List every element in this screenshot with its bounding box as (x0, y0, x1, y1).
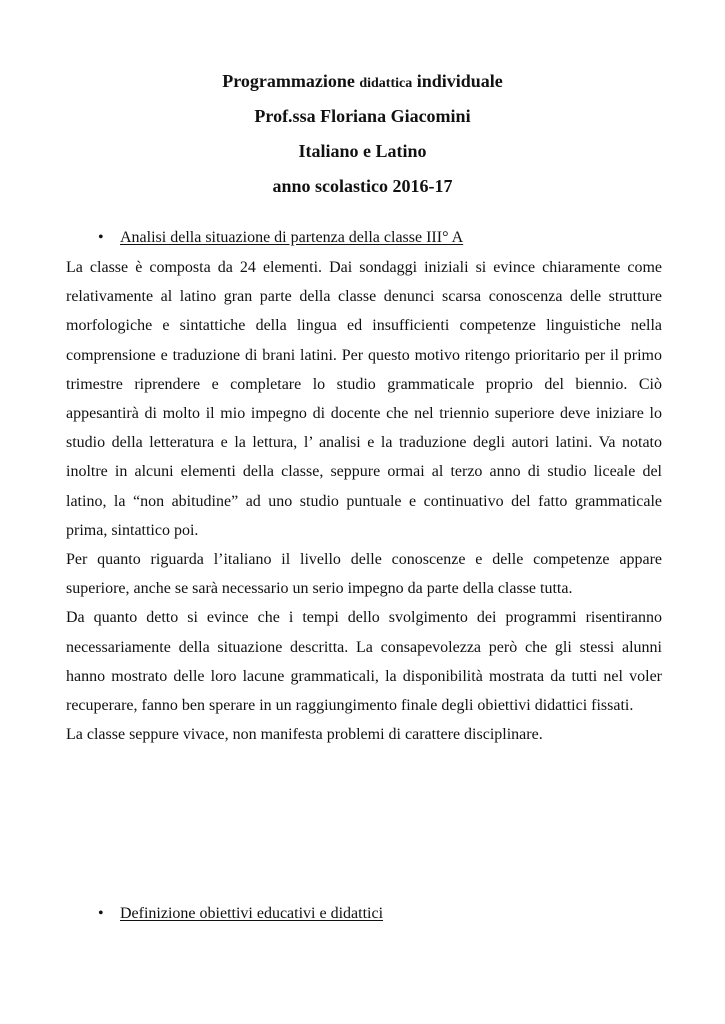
paragraph: Da quanto detto si evince che i tempi dello svolgimento dei programmi risentiranno necessariamente della situazione descritta. La consapevolezza però che gli stessi alunni hanno mostrato delle loro lacune grammaticali, la disponibilità mostrata da tutti nel voler recuperare, fanno ben sperare in un raggiungimento finale degli obiettivi didattici fissati. (66, 609, 662, 715)
title-small: didattica (359, 76, 413, 91)
section-heading-analysis (98, 228, 463, 248)
title-part1: Programmazione (222, 71, 355, 91)
section-heading-objectives (98, 904, 383, 924)
section-heading-text: Definizione obiettivi educativi e didattici (120, 905, 384, 922)
bullet-icon: • (98, 905, 104, 922)
paragraph: La classe seppure vivace, non manifesta problemi di carattere disciplinare. (66, 726, 543, 744)
section-heading-text: Analisi della situazione di partenza della classe III° A (120, 229, 464, 246)
title-part2: individuale (416, 71, 503, 91)
paragraph: Per quanto riguarda l’italiano il livello delle conoscenze e delle competenze appare superiore, anche se sarà necessario un serio impegno da parte della classe tutta. (66, 551, 662, 598)
document-header (0, 64, 725, 204)
document-title (0, 64, 725, 99)
teacher-name: Prof.ssa Floriana Giacomini (254, 106, 471, 126)
subjects: Italiano e Latino (298, 141, 427, 161)
school-year: anno scolastico 2016-17 (272, 176, 453, 196)
section-body (66, 253, 662, 749)
bullet-icon: • (98, 229, 104, 246)
paragraph: La classe è composta da 24 elementi. Dai sondaggi iniziali si evince chiaramente come relativamente al latino gran parte della classe denunci scarsa conoscenza delle strutture morfologiche e sintattiche della lingua ed insufficienti competenze linguistiche nella comprensione e traduzione di brani latini. Per questo motivo ritengo prioritario per il primo trimestre riprendere e completare lo studio grammaticale proprio del biennio. Ciò appesantirà di molto il mio impegno di docente che nel triennio superiore deve iniziare lo studio della letteratura e la lettura, l’ analisi e la traduzione degli autori latini. Va notato inoltre in alcuni elementi della classe, seppure ormai al terzo anno di studio liceale del latino, la “non abitudine” ad uno studio puntuale e continuativo del fatto grammaticale prima, sintattico poi. (66, 259, 662, 539)
